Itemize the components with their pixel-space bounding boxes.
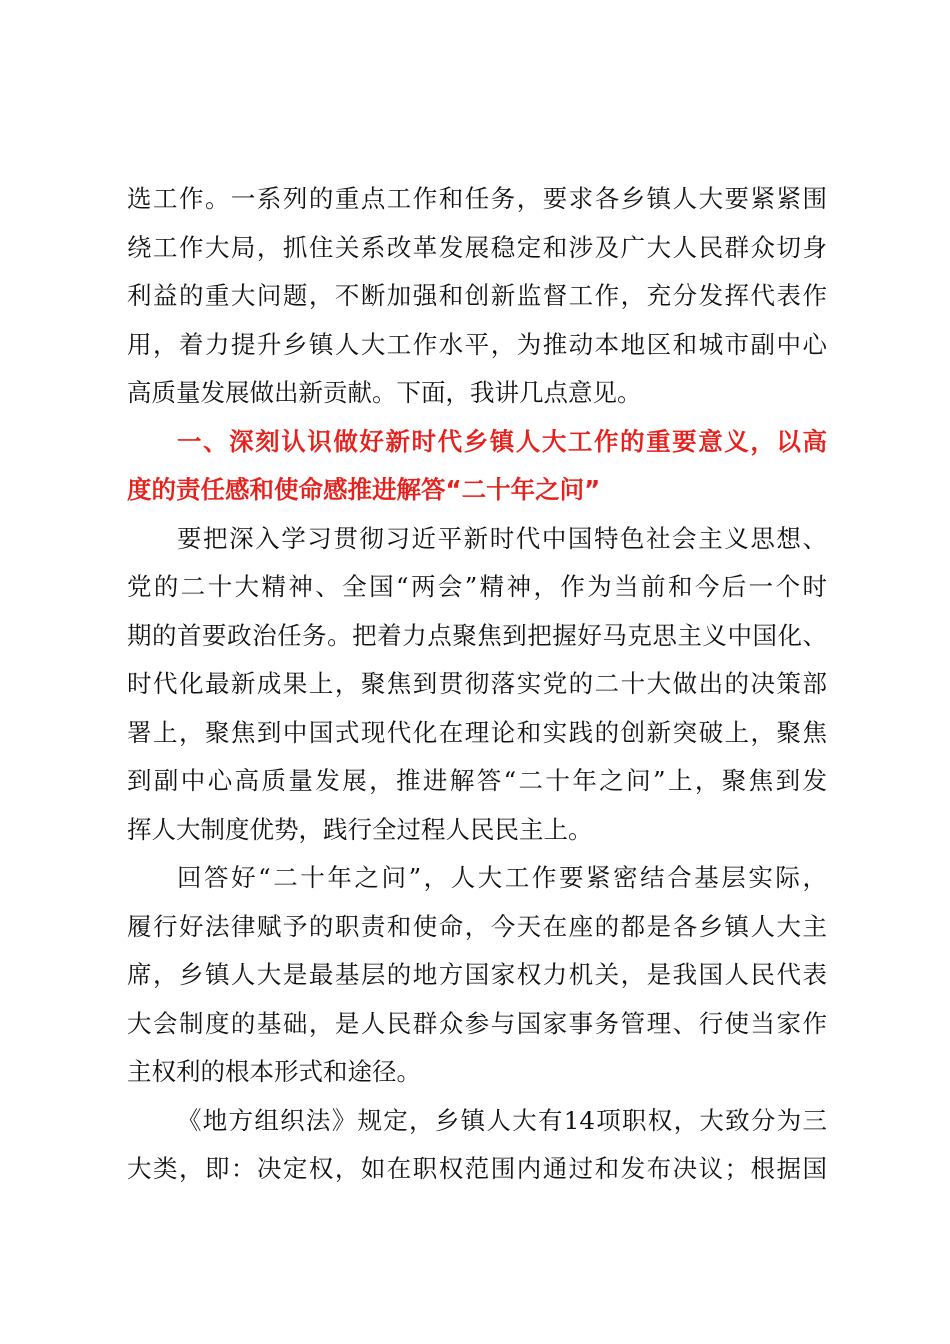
text-line: 回答好“二十年之问”，人大工作要紧密结合基层实际， [177, 863, 827, 892]
text-line: 履行好法律赋予的职责和使命，今天在座的都是各乡镇人大主 [127, 911, 827, 941]
paragraph-study [127, 515, 827, 855]
document-body [127, 175, 827, 1194]
text-line: 大类，即：决定权，如在职权范围内通过和发布决议；根据国 [127, 1154, 827, 1183]
text-line: 期的首要政治任务。把着力点聚焦到把握好马克思主义中国化、 [127, 620, 827, 650]
text-line: 《地方组织法》规定，乡镇人大有14项职权，大致分为三 [177, 1105, 827, 1135]
heading-line: 一、深刻认识做好新时代乡镇人大工作的重要意义，以高 [177, 426, 827, 456]
heading-line: 度的责任感和使命感推进解答“二十年之问” [127, 475, 601, 504]
text-line: 高质量发展做出新贡献。下面，我讲几点意见。 [127, 378, 642, 407]
text-line: 时代化最新成果上，聚焦到贯彻落实党的二十大做出的决策部 [127, 669, 827, 698]
text-line: 到副中心高质量发展，推进解答“二十年之问”上，聚焦到发 [127, 766, 827, 795]
text-line: 主权利的根本形式和途径。 [127, 1057, 421, 1086]
text-line: 绕工作大局，抓住关系改革发展稳定和涉及广大人民群众切身 [127, 232, 827, 262]
text-line: 挥人大制度优势，践行全过程人民民主上。 [127, 814, 593, 844]
paragraph-answer [127, 854, 827, 1097]
text-line: 席，乡镇人大是最基层的地方国家权力机关，是我国人民代表 [127, 960, 827, 989]
text-line: 大会制度的基础，是人民群众参与国家事务管理、行使当家作 [127, 1008, 827, 1038]
text-line: 选工作。一系列的重点工作和任务，要求各乡镇人大要紧紧围 [127, 184, 827, 213]
paragraph-intro [127, 175, 827, 418]
paragraph-law [127, 1097, 827, 1194]
section-heading-1 [127, 418, 827, 515]
text-line: 要把深入学习贯彻习近平新时代中国特色社会主义思想、 [177, 523, 827, 553]
text-line: 署上，聚焦到中国式现代化在理论和实践的创新突破上，聚焦 [127, 717, 827, 747]
text-line: 利益的重大问题，不断加强和创新监督工作，充分发挥代表作 [127, 281, 827, 310]
text-line: 用，着力提升乡镇人大工作水平，为推动本地区和城市副中心 [127, 329, 827, 359]
text-line: 党的二十大精神、全国“两会”精神，作为当前和今后一个时 [127, 572, 827, 601]
